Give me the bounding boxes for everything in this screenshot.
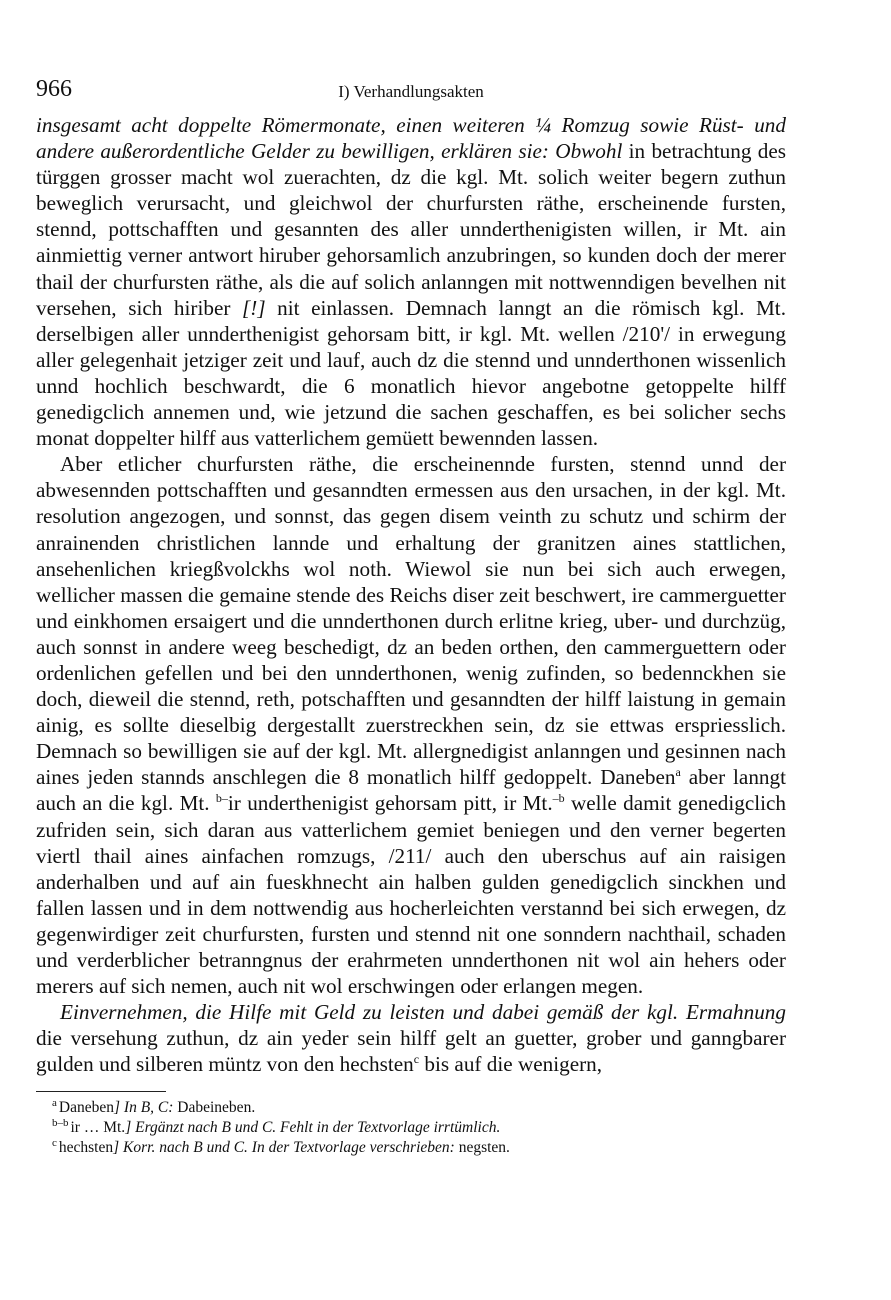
footnote-a [52,1098,786,1118]
text-run: nit einlassen. Demnach lanngt an die römisch kgl. Mt. derselbigen aller unnderthenigist gehorsam bitt, ir kgl. Mt. wellen /210'/ in erwegung aller gelegenhait jetziger zeit und lauf, auch dz die stennd und unnderthonen wissenlich unnd hochlich beschwardt, die 6 monatlich hievor angebotne getoppelte hilff genedigclich annemen und, wie jetzund die sachen geschaffen, es bei solicher sechs monat doppelter hilff aus vatterlichem gemüett bewennden lassen. [36,295,786,451]
text-run: aber lanngt auch an die kgl. Mt. [36,765,786,816]
body-text [36,112,786,1077]
footnotes [36,1098,786,1158]
editorial-summary: Einvernehmen, die Hilfe mit Geld zu leisten und dabei gemäß der kgl. Ermahnung [60,1000,786,1025]
editorial-summary: insgesamt acht doppelte Römermonate, einen weiteren ¼ Romzug sowie Rüst- und andere außerordentliche Gelder zu bewilligen, erklären sie: Obwohl [36,113,786,164]
paragraph-3 [36,999,786,1077]
footnote-mark: a [52,1097,57,1110]
text-run: in betrachtung des türggen grosser macht wol zuerachten, dz die kgl. Mt. solich weiter begern zuthun beweglich verursacht, und gleichwol der churfursten räthe, erscheinende fursten, stennd, pottschafften und gesannten des aller unnderthenigisten willen, ir Mt. ain ainmiettig verner antwort hiruber gehorsamlich anzubringen, so kunden doch der merer thail der churfursten räthe, als die auf solich anlanngen mit nottwenndigen bevelhen nit versehen, sich hiriber [36,139,786,320]
running-title: I) Verhandlungsakten [338,82,484,101]
footnote-ref-a: a [675,765,681,780]
footnote-c [52,1138,786,1158]
footnote-note: In B, C: [123,1099,174,1117]
footnote-divider [36,1091,166,1092]
text-run: die versehung zuthun, dz ain yeder sein hilff gelt an guetter, grober und ganngbarer gulden und silberen müntz von den hechsten [36,1026,786,1077]
footnote-mark: b–b [52,1117,69,1130]
text-run: welle damit genedigclich zufriden sein, sich daran aus vatterlichem gemiet beniegen und den verner begerten viertl thail aines ainfachen romzugs, /211/ auch den uberschus auf ain raisigen anderhalben und auf ain fueskhnecht ain halben gulden genedigclich sinckhen und fallen lassen und in dem nottwendig aus hocherleichten verstannd bei sich erwegen, dz gegenwirdiger zeit churfursten, fursten und stennd nit one sonndern nachthail, schaden und verderblicher betranngnus der erahrmeten unnderthonen nit wol ain hehers oder merers auf sich nemen, auch nit wol erschwingen oder erlangen megen. [36,791,786,999]
text-run: bis auf die wenigern, [419,1052,603,1077]
footnote-separator: ] [113,1139,124,1157]
footnote-ref-b-end: –b [552,791,565,806]
footnote-note: Korr. nach B und C. In der Textvorlage verschrieben: [123,1139,455,1157]
footnote-mark: c [52,1137,57,1150]
footnote-reading: Dabeineben. [173,1099,256,1117]
footnote-lemma: Daneben [58,1099,114,1117]
footnote-lemma: ir … Mt. [70,1119,126,1137]
document-page [36,72,786,1158]
footnote-separator: ] [113,1099,124,1117]
page-number: 966 [36,76,72,102]
footnote-b [52,1118,786,1138]
text-run: Aber etlicher churfursten räthe, die erscheinennde fursten, stennd unnd der abwesennden pottschafften und gesanndten ermessen aus den ursachen, in der kgl. Mt. resolution angezogen, und sonnst, das gegen disem veinth zu schutz und schirm der anrainenden christlichen lannde und erhaltung der granitzen aines stattlichen, ansehenlichen kriegßvolckhs wol noth. Wiewol sie nun bei sich auch erwegen, wellicher massen die gemaine stende des Reichs diser zeit beschwert, ire cammerguetter und einkhomen ersaigert und die unnderthonen durch erlitne krieg, uber- und durchzüg, auch sonnst in andere weeg beschedigt, dz an beden orthen, den cammerguettern oder ordenlichen gefellen und bei den unnderthonen, wenig zufinden, so bedennckhen sie doch, dieweil die stennd, reth, potschafften und gesanndten der hilff laistung in gemain ainig, es sollte dieselbig dergestallt zuerstreckhen sein, dz sie ettwas erspriesslich. Demnach so bewilligen sie auf der kgl. Mt. allergnedigist anlanngen und gesinnen nach aines jeden stannds anschlegen die 8 monatlich hilff gedoppelt. Daneben [36,452,786,790]
page-header [36,72,786,112]
footnote-ref-b-start: b– [215,791,228,806]
footnote-note: Ergänzt nach B und C. Fehlt in der Textvorlage irrtümlich. [135,1119,501,1137]
footnote-separator: ] [125,1119,136,1137]
paragraph-2 [36,451,786,999]
text-run: ir underthenigist gehorsam pitt, ir Mt. [227,791,553,816]
sic-marker: [!] [242,295,266,320]
footnote-lemma: hechsten [58,1139,114,1157]
footnote-ref-c: c [413,1052,420,1067]
paragraph-1 [36,112,786,451]
footnote-reading: negsten. [454,1139,510,1157]
